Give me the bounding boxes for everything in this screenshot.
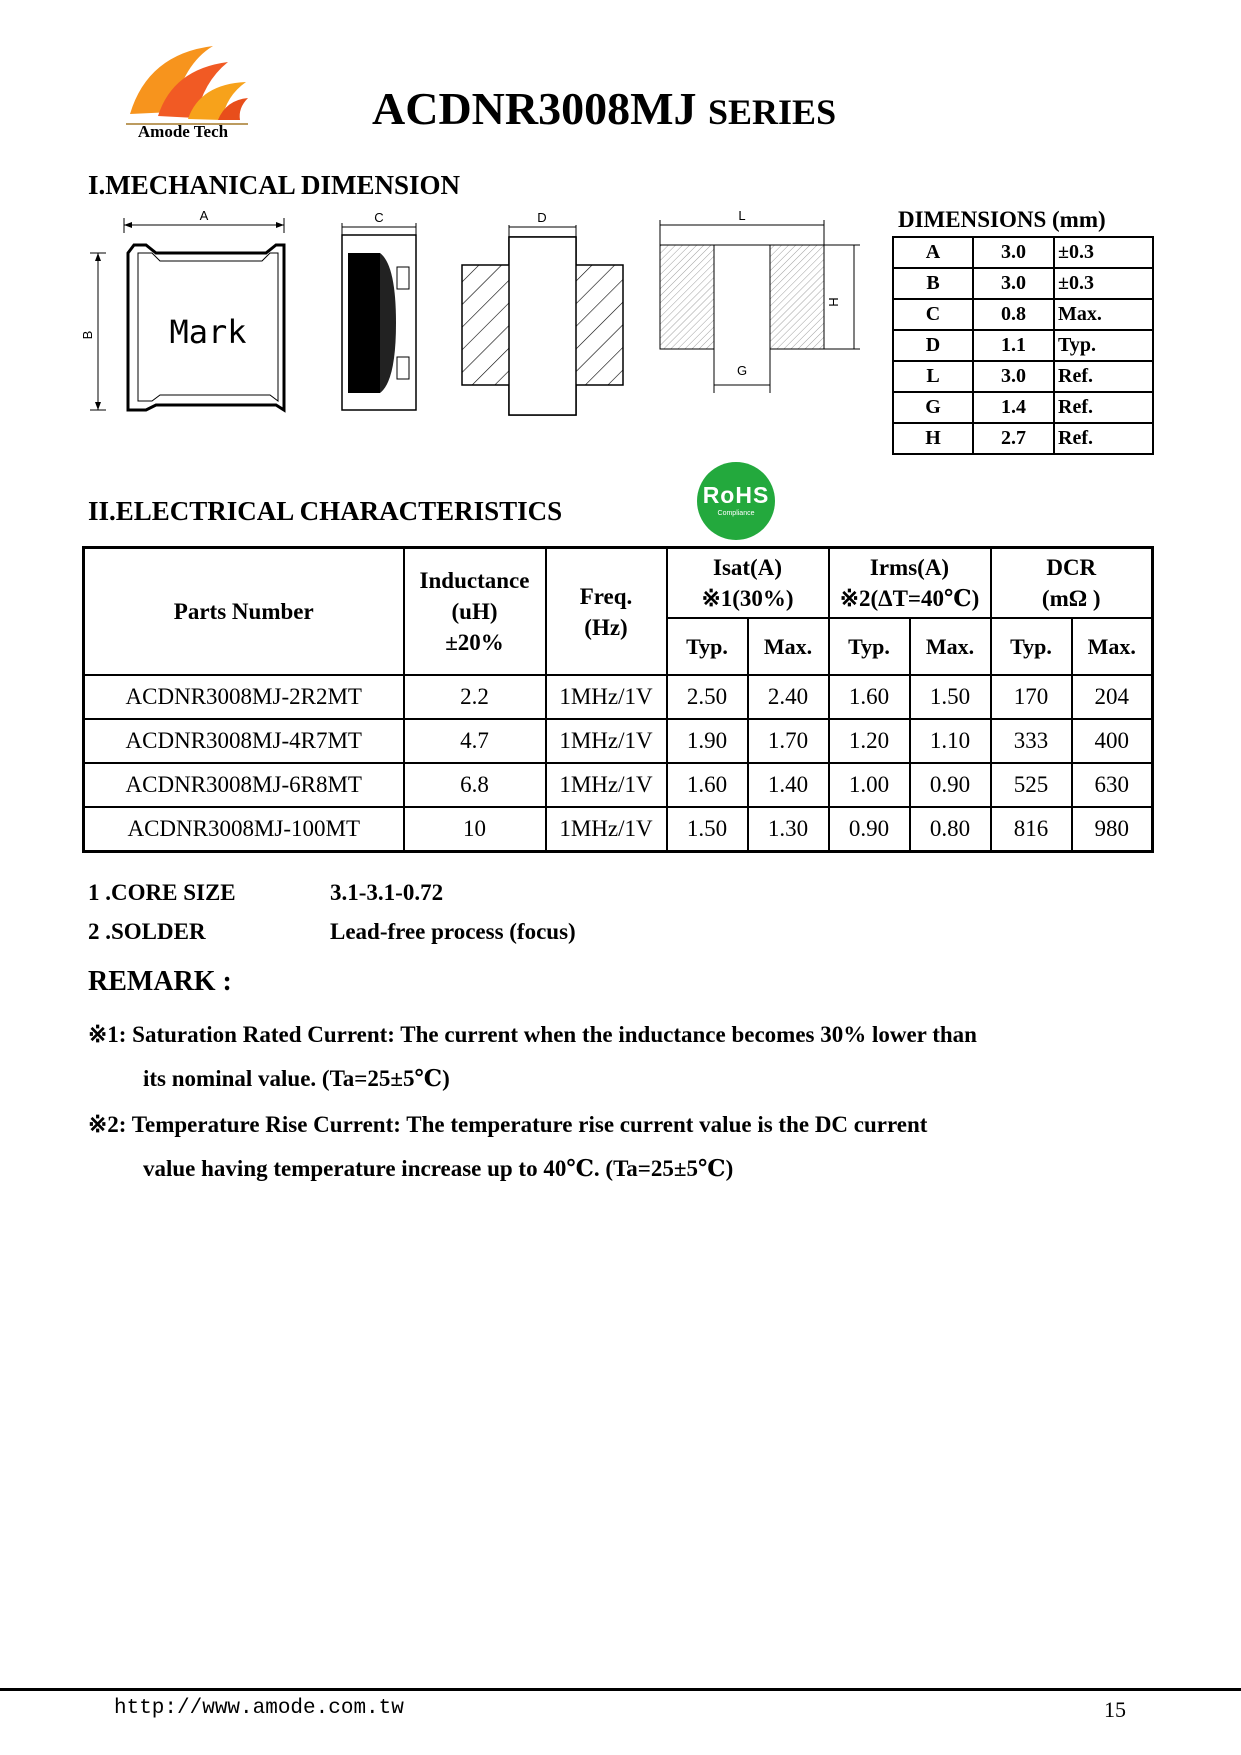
dim-key: L [893,361,973,392]
core-size-value: 3.1-3.1-0.72 [330,880,444,905]
label-g: G [736,363,748,378]
dimension-row [893,423,1153,454]
subheader-max: Max. [1072,618,1153,675]
dimension-row [893,361,1153,392]
cell-isat-max: 1.40 [748,763,829,807]
cell-inductance: 10 [404,807,546,852]
dim-key: C [893,299,973,330]
cell-inductance: 4.7 [404,719,546,763]
label-l: L [738,208,746,223]
title-series: SERIES [708,92,837,132]
rohs-subtext: Compliance [717,510,755,517]
cell-freq: 1MHz/1V [546,763,667,807]
solder-value: Lead-free process (focus) [330,919,576,944]
cell-irms-typ: 1.00 [829,763,910,807]
dimension-row [893,299,1153,330]
subheader-typ: Typ. [829,618,910,675]
cell-part: ACDNR3008MJ-100MT [84,807,404,852]
logo-text: Amode Tech [137,122,229,141]
subheader-typ: Typ. [991,618,1072,675]
dim-tolerance: Ref. [1054,361,1153,392]
dimension-row [893,330,1153,361]
freq-header-line: (Hz) [584,614,628,640]
isat-header-line: Isat(A) [713,555,782,580]
dim-tolerance: Typ. [1054,330,1153,361]
remark-heading: REMARK : [88,966,232,997]
cell-inductance: 2.2 [404,675,546,719]
dim-key: H [893,423,973,454]
cell-isat-typ: 1.50 [667,807,748,852]
core-size-label: 1 .CORE SIZE [88,880,236,905]
cell-irms-max: 1.50 [910,675,991,719]
label-h: H [826,297,841,307]
section-view [462,210,623,415]
dim-key: G [893,392,973,423]
dimension-row [893,268,1153,299]
title-main: ACDNR3008MJ [372,83,697,134]
cell-irms-typ: 0.90 [829,807,910,852]
cell-isat-max: 1.70 [748,719,829,763]
cell-dcr-max: 400 [1072,719,1153,763]
cell-dcr-typ: 170 [991,675,1072,719]
cell-irms-typ: 1.20 [829,719,910,763]
cell-isat-typ: 1.60 [667,763,748,807]
freq-header-line: Freq. [579,583,633,609]
label-a: A [199,208,209,223]
dimensions-caption: DIMENSIONS (mm) [898,207,1106,232]
col-header-dcr [991,548,1153,619]
cell-inductance: 6.8 [404,763,546,807]
dim-tolerance: Ref. [1054,392,1153,423]
dim-value: 3.0 [973,361,1054,392]
irms-header-line: Irms(A) [869,555,950,580]
cell-isat-typ: 2.50 [667,675,748,719]
label-c: C [374,210,384,225]
dimension-row [893,237,1153,268]
cell-irms-max: 1.10 [910,719,991,763]
inductance-header-line: ±20% [445,630,504,655]
col-header-isat [667,548,829,619]
subheader-max: Max. [910,618,991,675]
table-row [84,675,1153,719]
cell-isat-typ: 1.90 [667,719,748,763]
inductance-header-line: Inductance [419,568,530,593]
col-header-part: Parts Number [84,548,404,676]
label-b: B [80,330,95,340]
cell-irms-max: 0.90 [910,763,991,807]
top-view [80,208,284,410]
remark-1-line-1: ※1: Saturation Rated Current: The current when the inductance becomes 30% lower than [88,1022,977,1047]
cell-part: ACDNR3008MJ-4R7MT [84,719,404,763]
inductance-header-line: (uH) [451,599,498,624]
dim-tolerance: Max. [1054,299,1153,330]
dim-value: 3.0 [973,268,1054,299]
col-header-irms [829,548,991,619]
dim-value: 0.8 [973,299,1054,330]
dcr-header-line: DCR [1046,555,1097,580]
header-row [84,548,1153,619]
electrical-heading: II.ELECTRICAL CHARACTERISTICS [88,496,563,526]
cell-dcr-typ: 333 [991,719,1072,763]
electrical-table [82,546,1154,853]
remark-1-line-2: its nominal value. (Ta=25±5℃) [143,1066,450,1091]
rohs-text: RoHS [702,482,770,508]
dimensions-table [892,236,1154,455]
footer-url[interactable]: http://www.amode.com.tw [114,1697,404,1720]
side-view [342,210,416,410]
dim-tolerance: Ref. [1054,423,1153,454]
dim-value: 1.1 [973,330,1054,361]
cell-freq: 1MHz/1V [546,675,667,719]
col-header-inductance [404,548,546,676]
cell-dcr-typ: 525 [991,763,1072,807]
dimension-row [893,392,1153,423]
dim-key: B [893,268,973,299]
dim-tolerance: ±0.3 [1054,268,1153,299]
mechanical-drawings [80,205,876,440]
remark-2-line-1: ※2: Temperature Rise Current: The temperature rise current value is the DC current [88,1112,928,1137]
cell-irms-max: 0.80 [910,807,991,852]
dim-value: 3.0 [973,237,1054,268]
cell-part: ACDNR3008MJ-6R8MT [84,763,404,807]
subheader-typ: Typ. [667,618,748,675]
cell-isat-max: 2.40 [748,675,829,719]
table-row [84,807,1153,852]
mechanical-heading: I.MECHANICAL DIMENSION [88,170,461,200]
footer-divider [0,1688,1241,1691]
cell-dcr-typ: 816 [991,807,1072,852]
isat-header-line: ※1(30%) [701,586,794,611]
page-title [372,82,836,135]
dim-value: 2.7 [973,423,1054,454]
cell-dcr-max: 630 [1072,763,1153,807]
mark-label: Mark [169,313,247,351]
cell-freq: 1MHz/1V [546,807,667,852]
table-row [84,719,1153,763]
dim-key: D [893,330,973,361]
rohs-badge [697,462,775,540]
cell-freq: 1MHz/1V [546,719,667,763]
dcr-header-line: (mΩ ) [1041,586,1101,611]
dim-tolerance: ±0.3 [1054,237,1153,268]
cell-dcr-max: 204 [1072,675,1153,719]
land-pattern-view [660,208,860,393]
dim-key: A [893,237,973,268]
cell-irms-typ: 1.60 [829,675,910,719]
page-number: 15 [1104,1697,1126,1722]
dim-value: 1.4 [973,392,1054,423]
cell-isat-max: 1.30 [748,807,829,852]
cell-dcr-max: 980 [1072,807,1153,852]
subheader-max: Max. [748,618,829,675]
solder-label: 2 .SOLDER [88,919,206,944]
remark-2-line-2: value having temperature increase up to 40℃. (Ta=25±5℃) [143,1156,734,1181]
label-d: D [537,210,547,225]
table-row [84,763,1153,807]
col-header-freq [546,548,667,676]
cell-part: ACDNR3008MJ-2R2MT [84,675,404,719]
irms-header-line: ※2(ΔT=40℃) [839,586,980,611]
